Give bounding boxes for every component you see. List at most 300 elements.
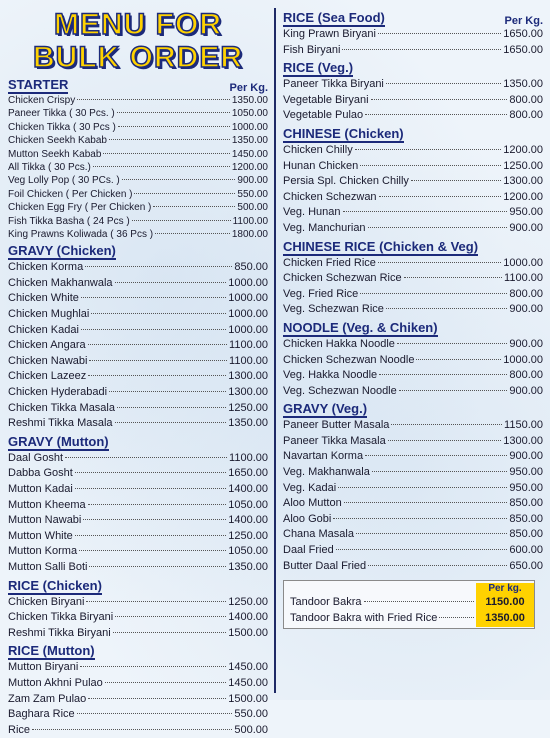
menu-item xyxy=(8,134,268,147)
dot-leader xyxy=(77,99,230,100)
dot-leader xyxy=(368,565,507,566)
item-price: 1300.00 xyxy=(228,386,268,399)
item-price: 1000.00 xyxy=(231,121,268,133)
menu-item xyxy=(8,188,268,201)
menu-item xyxy=(8,291,268,307)
menu-item xyxy=(8,276,268,292)
menu-item xyxy=(8,482,268,498)
menu-item xyxy=(8,148,268,161)
item-name: Fish Biryani xyxy=(283,43,341,56)
item-price: 1150.00 xyxy=(476,594,534,612)
dot-leader xyxy=(379,374,507,375)
column-divider xyxy=(274,8,276,693)
item-price: 1300.00 xyxy=(228,370,268,383)
item-price: 850.00 xyxy=(509,528,543,541)
menu-item xyxy=(8,94,268,107)
item-price: 550.00 xyxy=(234,708,268,721)
item-price: 550.00 xyxy=(237,188,268,200)
menu-item xyxy=(8,307,268,323)
menu-item xyxy=(283,221,543,237)
dot-leader xyxy=(103,153,229,154)
dot-leader xyxy=(338,487,507,488)
dot-leader xyxy=(368,227,508,228)
item-price: 1250.00 xyxy=(228,529,268,542)
menu-item xyxy=(283,353,543,369)
menu-title xyxy=(8,8,268,74)
item-name: Reshmi Tikka Biryani xyxy=(8,626,111,639)
section-rice-veg xyxy=(283,61,543,124)
menu-item xyxy=(8,513,268,529)
section-title: CHINESE RICE (Chicken & Veg) xyxy=(283,238,479,254)
menu-item xyxy=(8,338,268,354)
item-price: 950.00 xyxy=(509,481,543,494)
item-name: Veg. Schezwan Rice xyxy=(283,303,384,316)
item-name: Chicken Angara xyxy=(8,339,86,352)
item-name: Mutton Biryani xyxy=(8,661,79,674)
item-name: Chicken Nawabi xyxy=(8,354,88,367)
item-price: 1250.00 xyxy=(503,159,543,172)
item-price: 800.00 xyxy=(509,93,543,106)
item-name: All Tikka ( 30 Pcs.) xyxy=(8,161,91,173)
dot-leader xyxy=(85,266,232,267)
item-name: Tandoor Bakra with Fried Rice xyxy=(290,611,438,624)
dot-leader xyxy=(378,33,501,34)
item-name: Daal Fried xyxy=(283,544,334,557)
menu-item xyxy=(8,107,268,120)
item-name: Chicken Makhanwala xyxy=(8,276,113,289)
dot-leader xyxy=(117,112,230,113)
item-name: Mutton Seekh Kabab xyxy=(8,148,102,160)
item-price: 1350.00 xyxy=(231,95,268,106)
menu-item xyxy=(8,529,268,545)
dot-leader xyxy=(89,360,227,361)
dot-leader xyxy=(379,196,502,197)
item-price: 1000.00 xyxy=(228,323,268,336)
dot-leader xyxy=(86,601,226,602)
menu-item xyxy=(8,544,268,560)
item-name: Hunan Chicken xyxy=(283,159,359,172)
menu-item xyxy=(283,143,543,159)
menu-item xyxy=(8,121,268,134)
item-price: 900.00 xyxy=(237,175,268,187)
item-price: 1650.00 xyxy=(503,28,543,40)
dot-leader xyxy=(333,518,507,519)
item-price: 850.00 xyxy=(234,261,268,274)
item-name: Chicken Schezwan Noodle xyxy=(283,353,415,366)
item-name: Chicken Tikka Masala xyxy=(8,401,115,414)
item-price: 1100.00 xyxy=(504,272,543,285)
item-name: Chicken Korma xyxy=(8,261,84,274)
dot-leader xyxy=(122,179,236,180)
dot-leader xyxy=(416,359,501,360)
item-price: 950.00 xyxy=(509,206,543,219)
dot-leader xyxy=(155,233,230,234)
item-name: Veg Lolly Pop ( 30 PCs. ) xyxy=(8,175,120,187)
menu-item xyxy=(283,512,543,528)
dot-leader xyxy=(88,698,226,699)
dot-leader xyxy=(365,114,507,115)
tandoor-bakra-box xyxy=(283,580,535,629)
item-price: 1000.00 xyxy=(228,308,268,321)
section-title: RICE (Sea Food) xyxy=(283,10,385,25)
item-name: Chicken Lazeez xyxy=(8,370,87,383)
dot-leader xyxy=(336,549,508,550)
dot-leader xyxy=(356,533,507,534)
item-name: Chicken Egg Fry ( Per Chicken ) xyxy=(8,202,152,214)
item-name: Reshmi Tikka Masala xyxy=(8,417,113,430)
item-price: 900.00 xyxy=(509,303,543,316)
menu-item xyxy=(283,434,543,450)
item-name: Mutton Kadai xyxy=(8,483,73,496)
dot-leader xyxy=(364,601,474,602)
dot-leader xyxy=(399,390,508,391)
dot-leader xyxy=(89,566,226,567)
item-name: Chicken Chilly xyxy=(283,143,353,156)
dot-leader xyxy=(117,407,226,408)
item-name: Chicken White xyxy=(8,292,79,305)
menu-item xyxy=(283,418,543,434)
menu-item xyxy=(8,174,268,187)
bakra-unit-label: Per kg. xyxy=(476,583,534,594)
dot-leader xyxy=(88,504,227,505)
item-price: 1650.00 xyxy=(503,43,543,56)
dot-leader xyxy=(81,329,226,330)
item-price: 1100.00 xyxy=(229,451,268,464)
menu-item xyxy=(283,465,543,481)
menu-item xyxy=(8,416,268,432)
item-name: Paneer Tikka ( 30 Pcs. ) xyxy=(8,108,115,120)
item-price: 1250.00 xyxy=(228,595,268,608)
dot-leader xyxy=(344,502,508,503)
dot-leader xyxy=(386,83,501,84)
section-title: RICE (Chicken) xyxy=(8,577,102,593)
section-title: GRAVY (Veg.) xyxy=(283,401,368,417)
item-name: Vegetable Biryani xyxy=(283,93,369,106)
item-name: King Prawns Koliwada ( 36 Pcs ) xyxy=(8,228,154,240)
item-name: Chicken Kadai xyxy=(8,323,79,336)
item-name: Chicken Biryani xyxy=(8,595,85,608)
menu-item xyxy=(8,228,268,241)
item-name: Mutton White xyxy=(8,529,73,542)
dot-leader xyxy=(65,457,227,458)
item-price: 1050.00 xyxy=(228,545,268,558)
item-price: 800.00 xyxy=(509,109,543,122)
dot-leader xyxy=(83,519,226,520)
dot-leader xyxy=(113,632,227,633)
menu-item xyxy=(8,723,268,738)
item-name: King Prawn Biryani xyxy=(283,28,376,40)
dot-leader xyxy=(365,455,507,456)
menu-item xyxy=(283,384,543,400)
dot-leader xyxy=(386,308,507,309)
item-name: Paneer Butter Masala xyxy=(283,419,390,432)
item-name: Chicken Schezwan Rice xyxy=(283,272,402,285)
item-price: 1200.00 xyxy=(503,190,543,203)
menu-item xyxy=(8,692,268,708)
item-price: 1650.00 xyxy=(228,467,268,480)
title-line-1: MENU FOR xyxy=(54,8,222,41)
dot-leader xyxy=(80,666,226,667)
left-column xyxy=(8,8,268,738)
item-name: Veg. Kadai xyxy=(283,481,337,494)
item-name: Paneer Tikka Biryani xyxy=(283,78,384,91)
item-price: 1400.00 xyxy=(228,514,268,527)
menu-item xyxy=(8,385,268,401)
menu-item xyxy=(283,190,543,206)
item-name: Daal Gosht xyxy=(8,451,64,464)
item-name: Navartan Korma xyxy=(283,450,364,463)
menu-item xyxy=(8,660,268,676)
menu-item xyxy=(283,496,543,512)
menu-item xyxy=(8,626,268,642)
dot-leader xyxy=(343,211,508,212)
item-name: Veg. Hakka Noodle xyxy=(283,369,378,382)
menu-item xyxy=(283,77,543,93)
menu-item xyxy=(8,676,268,692)
item-price: 900.00 xyxy=(509,221,543,234)
dot-leader xyxy=(404,277,502,278)
menu-item xyxy=(8,498,268,514)
per-kg-label: Per Kg. xyxy=(504,15,543,27)
dot-leader xyxy=(115,616,226,617)
item-name: Aloo Mutton xyxy=(283,497,342,510)
item-name: Chicken Mughlai xyxy=(8,308,90,321)
section-title: NOODLE (Veg. & Chiken) xyxy=(283,319,438,335)
item-price: 1300.00 xyxy=(503,175,543,188)
dot-leader xyxy=(81,297,226,298)
item-name: Mutton Nawabi xyxy=(8,514,82,527)
menu-item xyxy=(8,610,268,626)
item-price: 1000.00 xyxy=(228,276,268,289)
section-chinese-rice-chicken-veg xyxy=(283,240,543,318)
item-name: Butter Daal Fried xyxy=(283,559,367,572)
dot-leader xyxy=(115,282,227,283)
dot-leader xyxy=(132,220,231,221)
right-sections xyxy=(283,11,543,574)
dot-leader xyxy=(75,488,226,489)
item-name: Veg. Schezwan Noodle xyxy=(283,384,397,397)
menu-item xyxy=(8,323,268,339)
menu-item xyxy=(290,594,534,610)
menu-item xyxy=(283,287,543,303)
menu-item xyxy=(8,201,268,214)
item-name: Chicken Tikka ( 30 Pcs ) xyxy=(8,121,116,133)
section-rice-chicken xyxy=(8,579,268,642)
menu-item xyxy=(283,174,543,190)
item-price: 1100.00 xyxy=(229,339,268,352)
menu-item xyxy=(283,159,543,175)
item-price: 1000.00 xyxy=(228,292,268,305)
item-price: 1050.00 xyxy=(231,108,268,120)
item-price: 1450.00 xyxy=(231,148,268,160)
item-price: 1150.00 xyxy=(504,419,543,432)
item-price: 1350.00 xyxy=(503,78,543,91)
item-name: Chana Masala xyxy=(283,528,354,541)
item-price: 500.00 xyxy=(234,723,268,736)
item-price: 1200.00 xyxy=(503,143,543,156)
item-name: Baghara Rice xyxy=(8,708,75,721)
item-name: Chicken Tikka Biryani xyxy=(8,611,114,624)
dot-leader xyxy=(355,149,502,150)
item-price: 850.00 xyxy=(509,512,543,525)
menu-item xyxy=(283,337,543,353)
dot-leader xyxy=(360,165,501,166)
item-price: 1450.00 xyxy=(228,676,268,689)
dot-leader xyxy=(439,617,474,618)
section-rice-sea-food xyxy=(283,11,543,58)
item-name: Chicken Fried Rice xyxy=(283,256,376,269)
menu-item xyxy=(8,260,268,276)
dot-leader xyxy=(397,343,507,344)
dot-leader xyxy=(105,682,226,683)
left-sections xyxy=(8,78,268,738)
item-name: Rice xyxy=(8,723,31,736)
menu-item xyxy=(283,205,543,221)
menu-item xyxy=(8,466,268,482)
item-price: 650.00 xyxy=(509,559,543,572)
item-price: 1400.00 xyxy=(228,483,268,496)
dot-leader xyxy=(118,126,230,127)
menu-item xyxy=(283,43,543,59)
section-title: RICE (Veg.) xyxy=(283,60,354,76)
item-name: Mutton Salli Boti xyxy=(8,560,88,573)
menu-item xyxy=(283,108,543,124)
item-name: Aloo Gobi xyxy=(283,512,332,525)
item-price: 1800.00 xyxy=(231,228,268,240)
item-price: 1350.00 xyxy=(476,610,534,628)
menu-item xyxy=(8,451,268,467)
dot-leader xyxy=(134,193,235,194)
section-noodle-veg-chiken xyxy=(283,321,543,399)
item-name: Persia Spl. Chicken Chilly xyxy=(283,175,409,188)
dot-leader xyxy=(75,472,226,473)
item-price: 600.00 xyxy=(509,544,543,557)
dot-leader xyxy=(153,206,235,207)
menu-item xyxy=(8,161,268,174)
dot-leader xyxy=(388,440,502,441)
section-rice-mutton xyxy=(8,644,268,738)
item-price: 1500.00 xyxy=(228,692,268,705)
item-name: Chicken Hakka Noodle xyxy=(283,337,395,350)
menu-item xyxy=(8,369,268,385)
menu-item xyxy=(283,256,543,272)
item-price: 1400.00 xyxy=(228,611,268,624)
item-price: 1000.00 xyxy=(503,353,543,366)
section-title: CHINESE (Chicken) xyxy=(283,125,404,141)
dot-leader xyxy=(93,166,230,167)
menu-item xyxy=(8,707,268,723)
item-name: Veg. Fried Rice xyxy=(283,287,359,300)
item-name: Chicken Hyderabadi xyxy=(8,386,108,399)
menu-item xyxy=(283,93,543,109)
dot-leader xyxy=(371,99,508,100)
section-title: GRAVY (Chicken) xyxy=(8,243,116,259)
menu-item xyxy=(283,302,543,318)
dot-leader xyxy=(342,49,501,50)
item-name: Chicken Crispy xyxy=(8,95,76,106)
item-price: 1500.00 xyxy=(228,626,268,639)
menu-item xyxy=(283,271,543,287)
menu-item xyxy=(8,401,268,417)
dot-leader xyxy=(79,550,226,551)
item-price: 1350.00 xyxy=(228,560,268,573)
item-name: Chicken Seekh Kabab xyxy=(8,135,107,147)
item-price: 900.00 xyxy=(509,384,543,397)
item-name: Mutton Kheema xyxy=(8,498,86,511)
item-name: Chicken Schezwan xyxy=(283,190,377,203)
item-price: 1100.00 xyxy=(229,354,268,367)
item-price: 1250.00 xyxy=(228,401,268,414)
menu-item xyxy=(8,595,268,611)
dot-leader xyxy=(91,313,226,314)
dot-leader xyxy=(109,139,230,140)
item-name: Dabba Gosht xyxy=(8,467,73,480)
section-title: RICE (Mutton) xyxy=(8,643,95,659)
item-name: Tandoor Bakra xyxy=(290,596,362,609)
dot-leader xyxy=(391,424,502,425)
per-kg-label: Per Kg. xyxy=(229,82,268,94)
dot-leader xyxy=(411,180,501,181)
item-price: 500.00 xyxy=(237,202,268,214)
item-price: 1450.00 xyxy=(228,661,268,674)
section-gravy-mutton xyxy=(8,435,268,576)
item-price: 1300.00 xyxy=(503,434,543,447)
dot-leader xyxy=(378,262,501,263)
item-price: 800.00 xyxy=(509,369,543,382)
item-name: Mutton Akhni Pulao xyxy=(8,676,103,689)
dot-leader xyxy=(75,535,226,536)
dot-leader xyxy=(88,375,226,376)
item-name: Veg. Makhanwala xyxy=(283,466,370,479)
title-line-2: BULK ORDER xyxy=(33,41,243,74)
item-price: 800.00 xyxy=(509,287,543,300)
menu-item xyxy=(8,560,268,576)
item-name: Paneer Tikka Masala xyxy=(283,434,386,447)
item-name: Zam Zam Pulao xyxy=(8,692,87,705)
menu-item xyxy=(283,481,543,497)
menu-item xyxy=(283,559,543,575)
item-price: 1200.00 xyxy=(231,161,268,173)
menu-item xyxy=(283,449,543,465)
item-price: 850.00 xyxy=(509,497,543,510)
section-title: STARTER xyxy=(8,77,69,92)
item-price: 1000.00 xyxy=(503,256,543,269)
item-price: 1350.00 xyxy=(228,417,268,430)
menu-item xyxy=(8,215,268,228)
dot-leader xyxy=(360,293,507,294)
item-price: 950.00 xyxy=(509,466,543,479)
menu-item xyxy=(8,354,268,370)
section-title: GRAVY (Mutton) xyxy=(8,433,109,449)
menu-item xyxy=(283,27,543,43)
item-name: Mutton Korma xyxy=(8,545,78,558)
item-name: Veg. Manchurian xyxy=(283,221,366,234)
item-price: 900.00 xyxy=(509,450,543,463)
section-starter xyxy=(8,78,268,241)
item-name: Vegetable Pulao xyxy=(283,109,364,122)
menu-item xyxy=(290,610,534,626)
dot-leader xyxy=(372,471,508,472)
item-price: 1100.00 xyxy=(232,215,268,227)
item-price: 1050.00 xyxy=(228,498,268,511)
section-gravy-veg xyxy=(283,402,543,574)
item-name: Foil Chicken ( Per Chicken ) xyxy=(8,188,133,200)
right-column xyxy=(283,8,543,629)
item-name: Fish Tikka Basha ( 24 Pcs ) xyxy=(8,215,130,227)
item-name: Veg. Hunan xyxy=(283,206,341,219)
dot-leader xyxy=(32,729,232,730)
dot-leader xyxy=(88,344,227,345)
